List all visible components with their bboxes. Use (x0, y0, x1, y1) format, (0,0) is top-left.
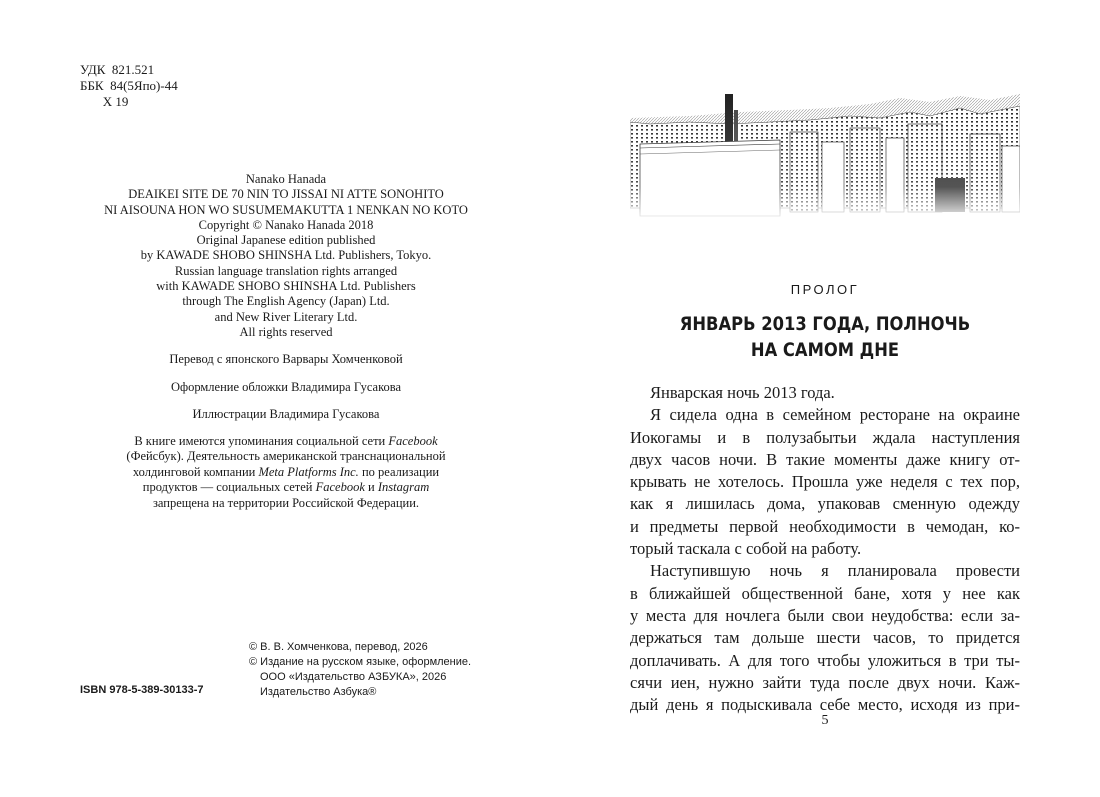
body-line: как я лишилась дома, упаковав сменную одежду (630, 494, 1020, 514)
rights-line: DEAIKEI SITE DE 70 NIN TO JISSAI NI ATTE SONOHITO (128, 187, 444, 202)
chapter-title-line: ЯНВАРЬ 2013 ГОДА, ПОЛНОЧЬ (679, 313, 971, 335)
prolog-label: ПРОЛОГ (790, 282, 860, 297)
notice-brand: Meta Platforms Inc. (258, 464, 359, 479)
author-mark: Х 19 (80, 94, 129, 109)
rights-line: Nanako Hanada (245, 172, 327, 186)
bbk-code: ББК 84(5Япо)-44 (80, 78, 178, 93)
classification-codes (80, 62, 178, 110)
copyright-block (249, 640, 471, 700)
illustrations-credit: Иллюстрации Владимира Гусакова (192, 407, 380, 421)
body-line: у места для ночлега были свои неудобства: если за- (630, 605, 1020, 625)
notice-brand: Instagram (377, 480, 430, 495)
body-line: держаться там дольше шести часов, то придется (630, 628, 1020, 648)
body-line: дый день я подыскивала себе место, исходя из при- (630, 695, 1020, 715)
isbn: ISBN 978-5-389-30133-7 (80, 684, 204, 696)
body-line: двух часов ночи. В такие моменты даже книгу от- (630, 449, 1020, 469)
copyright-line: Издательство Азбука® (260, 686, 377, 698)
notice-brand: Facebook (315, 480, 365, 495)
rights-line: Copyright © Nanako Hanada 2018 (198, 217, 374, 232)
body-line: Январская ночь 2013 года. (650, 383, 835, 402)
rights-line: by KAWADE SHOBO SHINSHA Ltd. Publishers, Tokyo. (140, 248, 432, 263)
copyright-line: © Издание на русском языке, оформление. (249, 656, 472, 668)
body-line: торый таскала с собой на работу. (630, 539, 862, 559)
body-line: Наступившую ночь я планировала провести (650, 561, 1020, 581)
rights-line: Russian language translation rights arranged (174, 263, 398, 278)
notice-text: В книге имеются упоминания социальной сети (134, 434, 389, 448)
notice-line: запрещена на территории Российской Федерации. (152, 495, 420, 510)
body-line: и предметы первой необходимости в чемодан, ко- (630, 516, 1020, 536)
udk-code: УДК 821.521 (80, 62, 155, 77)
rights-line: with KAWADE SHOBO SHINSHA Ltd. Publishers (156, 279, 416, 294)
notice-text: холдинговой компании (132, 464, 259, 479)
rights-line: Original Japanese edition published (196, 233, 376, 248)
body-line: сячи иен, нужно зайти туда после двух ночи. Каж- (630, 672, 1020, 692)
chapter-title-line: НА САМОМ ДНЕ (750, 339, 900, 361)
rights-line: and New River Literary Ltd. (214, 309, 358, 324)
body-line: доплачивать. А для того чтобы уложиться в три ты- (630, 650, 1020, 670)
notice-line (100, 480, 472, 495)
cover-design-credit: Оформление обложки Владимира Гусакова (170, 380, 402, 394)
body-line: Я сидела одна в семейном ресторане на окраине (650, 405, 1020, 425)
notice-text: по реализации (358, 464, 440, 479)
city-skyline-illustration (630, 88, 1020, 220)
body-line: в ближайшей общественной бане, хотя у нее как (630, 583, 1020, 603)
body-line: крывать не хотелось. Прошла уже неделя с тех пор, (630, 472, 1020, 492)
rights-line: All rights reserved (239, 324, 333, 339)
notice-line (100, 434, 472, 449)
copyright-line: ООО «Издательство АЗБУКА», 2026 (260, 671, 447, 683)
body-text (630, 382, 1020, 716)
chapter-title (657, 311, 992, 363)
notice-brand: Facebook (388, 434, 438, 448)
notice-line (100, 465, 472, 480)
social-network-notice (100, 434, 472, 511)
translation-credit: Перевод с японского Варвары Хомченковой (169, 352, 403, 366)
rights-line: through The English Agency (Japan) Ltd. (182, 294, 390, 309)
notice-text: продуктов — социальных сетей (142, 480, 316, 495)
rights-block (100, 172, 472, 340)
copyright-line: © В. В. Хомченкова, перевод, 2026 (249, 641, 428, 653)
notice-line: (Фейсбук). Деятельность американской транснациональной (126, 449, 446, 464)
page-number: 5 (821, 713, 829, 728)
right-page (550, 0, 1100, 797)
body-line: Иокогамы и в полузабытьи ждала наступления (630, 427, 1020, 447)
rights-line: NI AISOUNA HON WO SUSUMEMAKUTTA 1 NENKAN NO KOTO (104, 202, 468, 217)
notice-text: и (364, 480, 378, 495)
